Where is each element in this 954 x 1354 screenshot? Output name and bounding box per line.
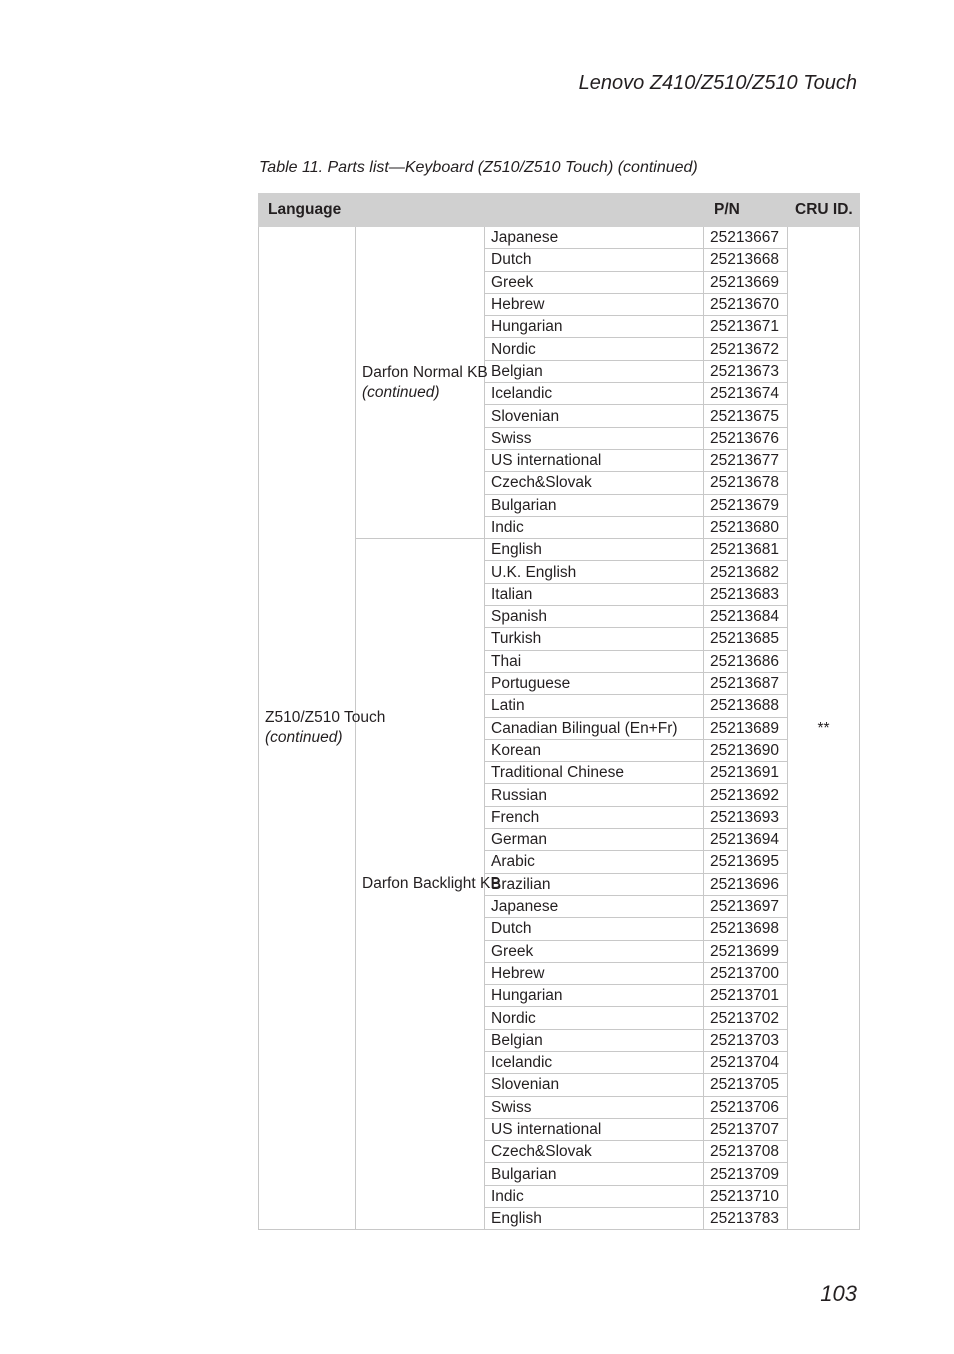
language-cell: German [485, 829, 704, 851]
language-cell: Brazilian [485, 873, 704, 895]
cru-id-cell: ** [788, 227, 860, 1230]
language-cell: Swiss [485, 1096, 704, 1118]
part-number-cell: 25213675 [704, 405, 788, 427]
part-number-cell: 25213703 [704, 1029, 788, 1051]
part-number-cell: 25213697 [704, 895, 788, 917]
table-row [259, 227, 860, 249]
keyboard-type-cell [356, 227, 488, 539]
part-number-cell: 25213669 [704, 271, 788, 293]
part-number-cell: 25213682 [704, 561, 788, 583]
part-number-cell: 25213707 [704, 1118, 788, 1140]
part-number-cell: 25213676 [704, 427, 788, 449]
part-number-cell: 25213671 [704, 316, 788, 338]
keyboard-type-continued-note: (continued) [362, 383, 440, 401]
language-cell: Nordic [485, 1007, 704, 1029]
language-cell: Slovenian [485, 405, 704, 427]
language-cell: Traditional Chinese [485, 762, 704, 784]
part-number-cell: 25213699 [704, 940, 788, 962]
keyboard-type-name: Darfon Backlight KB [362, 875, 501, 893]
language-cell: Indic [485, 516, 704, 538]
part-number-cell: 25213690 [704, 739, 788, 761]
language-cell: Greek [485, 271, 704, 293]
running-header: Lenovo Z410/Z510/Z510 Touch [578, 72, 857, 94]
model-cell [259, 227, 386, 1230]
language-cell: Arabic [485, 851, 704, 873]
language-cell: Greek [485, 940, 704, 962]
language-cell: Hebrew [485, 293, 704, 315]
language-cell: Spanish [485, 606, 704, 628]
language-cell: English [485, 1208, 704, 1230]
language-cell: Indic [485, 1185, 704, 1207]
part-number-cell: 25213674 [704, 383, 788, 405]
language-cell: Icelandic [485, 1051, 704, 1073]
language-cell: Dutch [485, 249, 704, 271]
language-cell: Belgian [485, 1029, 704, 1051]
language-cell: Portuguese [485, 672, 704, 694]
keyboard-type-name: Darfon Normal KB [362, 363, 488, 381]
language-cell: Dutch [485, 918, 704, 940]
language-cell: Czech&Slovak [485, 1141, 704, 1163]
part-number-cell: 25213700 [704, 962, 788, 984]
table-caption: Table 11. Parts list—Keyboard (Z510/Z510 Touch) (continued) [259, 159, 698, 176]
part-number-cell: 25213680 [704, 516, 788, 538]
language-cell: Japanese [485, 895, 704, 917]
language-cell: Thai [485, 650, 704, 672]
part-number-cell: 25213695 [704, 851, 788, 873]
table-header-row [259, 194, 860, 227]
part-number-cell: 25213684 [704, 606, 788, 628]
language-cell: Swiss [485, 427, 704, 449]
language-cell: US international [485, 1118, 704, 1140]
part-number-cell: 25213677 [704, 449, 788, 471]
language-cell: Hungarian [485, 985, 704, 1007]
part-number-cell: 25213783 [704, 1208, 788, 1230]
part-number-cell: 25213709 [704, 1163, 788, 1185]
language-cell: Nordic [485, 338, 704, 360]
part-number-cell: 25213693 [704, 806, 788, 828]
part-number-cell: 25213702 [704, 1007, 788, 1029]
language-cell: Korean [485, 739, 704, 761]
part-number-cell: 25213701 [704, 985, 788, 1007]
part-number-cell: 25213681 [704, 539, 788, 561]
part-number-cell: 25213668 [704, 249, 788, 271]
language-cell: Hebrew [485, 962, 704, 984]
language-cell: Russian [485, 784, 704, 806]
part-number-cell: 25213667 [704, 227, 788, 249]
language-cell: Bulgarian [485, 1163, 704, 1185]
column-header-pn: P/N [704, 194, 788, 227]
part-number-cell: 25213673 [704, 360, 788, 382]
keyboard-type-cell [356, 539, 501, 1230]
part-number-cell: 25213694 [704, 829, 788, 851]
language-cell: Czech&Slovak [485, 472, 704, 494]
part-number-cell: 25213710 [704, 1185, 788, 1207]
language-cell: English [485, 539, 704, 561]
language-cell: Latin [485, 695, 704, 717]
model-name: Z510/Z510 Touch [265, 709, 386, 727]
part-number-cell: 25213683 [704, 583, 788, 605]
part-number-cell: 25213692 [704, 784, 788, 806]
part-number-cell: 25213705 [704, 1074, 788, 1096]
page-number: 103 [820, 1281, 857, 1306]
language-cell: Canadian Bilingual (En+Fr) [485, 717, 704, 739]
language-cell: Italian [485, 583, 704, 605]
language-cell: Japanese [485, 227, 704, 249]
part-number-cell: 25213689 [704, 717, 788, 739]
language-cell: Icelandic [485, 383, 704, 405]
column-header-cru-id: CRU ID. [788, 194, 860, 227]
parts-table [258, 193, 860, 1230]
part-number-cell: 25213678 [704, 472, 788, 494]
model-continued-note: (continued) [265, 729, 343, 747]
language-cell: French [485, 806, 704, 828]
part-number-cell: 25213679 [704, 494, 788, 516]
part-number-cell: 25213686 [704, 650, 788, 672]
language-cell: Belgian [485, 360, 704, 382]
part-number-cell: 25213698 [704, 918, 788, 940]
language-cell: Bulgarian [485, 494, 704, 516]
part-number-cell: 25213685 [704, 628, 788, 650]
part-number-cell: 25213687 [704, 672, 788, 694]
part-number-cell: 25213670 [704, 293, 788, 315]
language-cell: Slovenian [485, 1074, 704, 1096]
language-cell: US international [485, 449, 704, 471]
language-cell: Turkish [485, 628, 704, 650]
column-header-language: Language [259, 194, 704, 227]
part-number-cell: 25213672 [704, 338, 788, 360]
part-number-cell: 25213704 [704, 1051, 788, 1073]
part-number-cell: 25213691 [704, 762, 788, 784]
part-number-cell: 25213696 [704, 873, 788, 895]
part-number-cell: 25213708 [704, 1141, 788, 1163]
part-number-cell: 25213688 [704, 695, 788, 717]
language-cell: Hungarian [485, 316, 704, 338]
table-body [259, 227, 860, 1230]
part-number-cell: 25213706 [704, 1096, 788, 1118]
language-cell: U.K. English [485, 561, 704, 583]
